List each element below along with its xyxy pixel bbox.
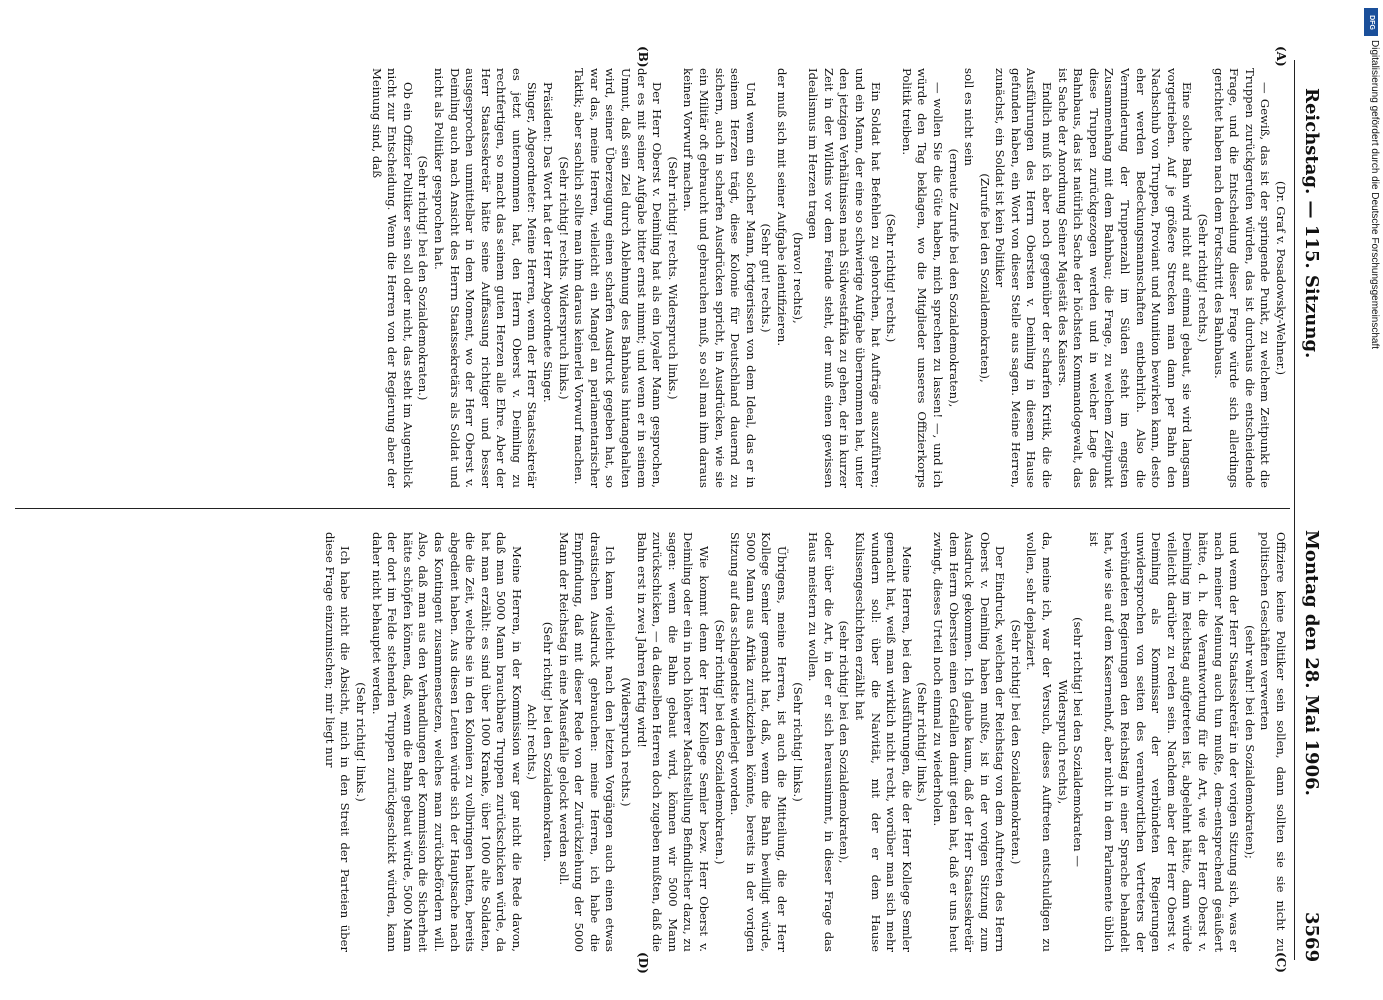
running-header-date: Montag den 28. Mai 1906. [1301, 530, 1322, 796]
margin-marker-a: (A) [1274, 46, 1288, 67]
margin-marker-b: (B) [636, 46, 650, 68]
interjection: (Sehr richtig! bei den Sozialdemokraten.) [416, 155, 431, 401]
margin-marker-d: (D) [636, 952, 650, 974]
left-column [18, 68, 1288, 488]
interjection: (Widerspruch rechts.) [619, 677, 634, 807]
paragraph: Ob ein Offizier Politiker sein soll oder nicht, das steht im Augenblick nicht zur Entscheidung. Wenn die Herren von der Regierung aber der Meinung sind, daß [369, 68, 415, 488]
digitization-credit-text: Digitalisierung gefördert durch die Deutsche Forschungsgemeinschaft [1369, 40, 1380, 350]
running-header-left: Reichstag. — 115. Sitzung. [1301, 88, 1322, 359]
interjection: (bravo! rechts), [790, 232, 805, 324]
margin-marker-c: (C) [1274, 952, 1288, 973]
interjection: (Sehr richtig! rechts.) [884, 213, 899, 343]
paragraph: soll es nicht sein [962, 68, 977, 166]
paragraph: — wollen Sie die Güte haben, mich sprechen zu lassen! —, und ich würde den Tag beklagen, wo die Mitglieder unseres Offizierkorps Politik treiben. [899, 68, 945, 488]
right-column [18, 532, 1288, 952]
paragraph: Meine Herren, in der Kommission war gar nicht die Rede davon, daß man 5000 Mann brauchbare Truppen zurückschicken würde, da hat man erzählt: es sind über 1000 Kranke, über 1000 alte Soldaten, die die Zeit, welche sie in den Kolonien zu vollbringen hatten, bereits abgedient haben. Aus diesen Leuten würde sich der Hauptsache nach das Kontingent zusammensetzen, welches man zurückbefördern will. Also, daß man aus den Verhandlungen der Kommission die Sicherheit hätte schöpfen können, daß, wenn die Bahn gebaut würde, 5000 Mann der dort im Felde stehenden Truppen zurückgeschickt würden, kann daher nicht behauptet werden. [369, 532, 524, 952]
paragraph: Meine Herren, bei den Ausführungen, die der Herr Kollege Semler gemacht hat, weiß man wirklich nicht recht, worüber man sich mehr wundern soll: über die Naivität, mit der er dem Hause Kulissengeschichten erzählt hat [852, 532, 914, 952]
paragraph: Ein Soldat hat Befehlen zu gehorchen, hat Aufträge auszuführen; und ein Mann, der eine so schwierige Aufgabe übernommen hat, unter den jetzigen Verhältnissen nach Südwestafrika zu gehen, der in kurzer Zeit in der Wildnis vor dem Feinde steht, der muß einen gewissen Idealismus im Herzen tragen [806, 68, 883, 488]
interjection: (Sehr richtig! rechts. Widerspruch links.) [556, 156, 571, 400]
interjection: (Zurufe bei den Sozialdemokraten), [977, 173, 992, 383]
paragraph: Eine solche Bahn wird nicht auf einmal gebaut, sie wird langsam vorgetrieben. Auf je größere Strecken man dann per Bahn den Nachschub von Truppen, Proviant und Munition bewirken kann, desto eher werden Bedeckungsmannschaften entbehrlich. Also die Verminderung der Truppenzahl im Süden steht im engsten Zusammenhang mit dem Bahnbau; die Frage, zu welchem Zeitpunkt diese Truppen zurückgezogen werden und in welcher Lage das Bahnbaus, das ist natürlich Sache der höchsten Kommandogewalt, das ist Sache der Anordnung Seiner Majestät des Kaisers. [1055, 68, 1195, 488]
interjection: (Sehr gut! rechts.) [759, 223, 774, 333]
interjection: Ach! rechts.) [525, 704, 540, 780]
interjection: (sehr richtig! bei den Sozialdemokraten), [837, 620, 852, 864]
paragraph: Übrigens, meine Herren, ist auch die Mitteilung, die der Herr Kollege Semler gemacht hat, daß, wenn die Bahn bewilligt würde, 5000 Mann aus Afrika zurückziehen könnte, bereits in der vorigen Sitzung auf das schlagendste widerlegt worden. [728, 532, 789, 952]
interjection: (Sehr richtig! rechts.) [1196, 213, 1211, 343]
dfg-logo: DFG [1364, 8, 1378, 36]
interjection: Widerspruch rechts), [1055, 679, 1070, 805]
interjection: (Sehr richtig! bei den Sozialdemokraten.) [1008, 619, 1023, 865]
paragraph: und wenn der Herr Staatssekretär in der vorigen Sitzung sich, was er nach meiner Meinung auch tun mußte, dem-entsprechend geäußert hätte, d. h. die Verantwortung für die Art, wie der Herr Oberst v. Deimling im Reichstag aufgetreten ist, abgelehnt hätte, dann würde vielleicht darüber zu reden sein. Nachdem aber der Herr Oberst v. Deimling als Kommissar der verbündeten Regierungen unwidersprochen von seiten des verantwortlichen Vertreters der verbündeten Regierungen den Reichstag in einer Sprache behandelt hat, wie sie auf dem Kasernenhof, aber nicht in dem Parlamente üblich ist [1086, 532, 1242, 952]
paragraph: oder über die Art, in der er sich herausnimmt, in dieser Frage das Haus meistern zu wollen. [806, 532, 836, 952]
column-divider [15, 508, 1290, 509]
interjection: (Sehr richtig! bei den Sozialdemokraten.) [712, 619, 727, 865]
speaker-paragraph: Singer, Abgeordneter: Meine Herren, wenn der Herr Staatssekretär es jetzt unternommen hat, den Herrn Oberst v. Deimling zu rechtfertigen, so macht das seinem guten Herzen alle Ehre. Aber der Herr Staatssekretär hätte seine Auffassung richtiger und besser ausgesprochen unmittelbar in dem Moment, wo der Herr Oberst v. Deimling auch nach Ansicht des Herrn Staatssekretärs als Soldat und nicht als Politiker gesprochen hat. [431, 68, 540, 488]
interjection: (Sehr richtig! links.) [915, 682, 930, 802]
paragraph: Offiziere keine Politiker sein sollen, dann sollten sie sie nicht zu politischen Geschäften verwerten [1258, 532, 1288, 952]
speaker-heading: (Dr. Graf v. Posadowsky-Wehner.) [1274, 180, 1288, 376]
paragraph: Und wenn ein solcher Mann, fortgerissen von dem Ideal, das er in seinem Herzen trägt, diese Kolonie für Deutschland dauernd zu sichern, auch in scharfen Ausdrücken spricht, in Ausdrücken, wie sie ein Militär oft gebraucht und gebrauchen muß, so soll man ihm daraus keinen Vorwurf machen. [681, 68, 758, 488]
paragraph: der muß sich mit seiner Aufgabe identifizieren. [775, 68, 789, 347]
paragraph: Endlich muß ich aber noch gegenüber der scharfen Kritik, die die Ausführungen des Herrn Obersten v. Deimling in diesem Hause gefunden haben, ein Wort von dieser Stelle aus sagen. Meine Herren, zunächst, ein Soldat ist kein Politiker [993, 68, 1055, 488]
interjection: (Sehr richtig! bei den Sozialdemokraten. [541, 621, 556, 863]
header-rule [1294, 60, 1295, 960]
interjection: (Sehr richtig! links.) [790, 682, 805, 802]
interjection: (Sehr richtig! rechts. Widerspruch links.) [665, 156, 680, 400]
interjection: (erneute Zurufe bei den Sozialdemokraten), [946, 148, 961, 408]
digitization-credit [1362, 0, 1380, 1000]
paragraph: Der Eindruck, welchen der Reichstag von dem Auftreten des Herrn Oberst v. Deimling haben mußte, ist in der vorigen Sitzung zum Ausdruck gekommen. Ich glaube kaum, daß der Herr Staatssekretär dem Herrn Obersten einen Gefallen damit getan hat, daß er uns heut zwingt, dieses Urteil noch einmal zu wiederholen. [930, 532, 1008, 952]
paragraph: Ich habe nicht die Absicht, mich in den Streit der Parteien über diese Frage einzumischen; mir liegt nur [322, 532, 353, 952]
paragraph: Wie kommt denn der Herr Kollege Semler bezw. Herr Oberst v. Deimling oder ein in noch höherer Machtstellung Befindlicher dazu, zu sagen: wenn die Bahn gebaut wird, können wir 5000 Mann zurückschicken, — da dieselben Herren doch zugeben mußten, daß die Bahn erst in zwei Jahren fertig wird! [634, 532, 712, 952]
interjection: (sehr wahr! bei den Sozialdemokraten); [1242, 625, 1257, 859]
paragraph: da, meine ich, war der Versuch, dieses Auftreten entschuldigen zu wollen, sehr deplaziert. [1024, 532, 1055, 952]
page-number: 3569 [1301, 912, 1322, 963]
interjection: (Sehr richtig! links.) [353, 682, 368, 802]
paragraph: Der Herr Oberst v. Deimling hat als ein loyaler Mann gesprochen, der es mit seiner Aufgabe bitter ernst nimmt; und wenn er in seinem Unmut, daß sein Ziel durch Ablehnung des Bahnbaus hintangehalten wird, seiner Überzeugung einen scharfen Ausdruck gegeben hat, so war das, meine Herren, vielleicht ein Mangel an parlamentarischer Taktik; aber sachlich sollte man ihm daraus keinerlei Vorwurf machen. [572, 68, 665, 488]
interjection: (sehr richtig! bei den Sozialdemokraten — [1071, 617, 1086, 867]
paragraph: Ich kann vielleicht nach den letzten Vorgängen auch einen etwas drastischen Ausdruck gebrauchen: meine Herren, ich habe die Empfindung, daß mit dieser Rede von der Zurückziehung der 5000 Mann der Reichstag in eine Mausefalle gelockt werden soll. [556, 532, 618, 952]
paragraph: — Gewiß, das ist der springende Punkt, zu welchem Zeitpunkt die Truppen zurückgerufen würden, das ist durchaus die entscheidende Frage, und die Entscheidung dieser Frage würde sich allerdings gerichtet haben nach dem Fortschritt des Bahnbaus. [1211, 68, 1273, 488]
president-statement: Präsident: Das Wort hat der Herr Abgeordnete Singer. [541, 82, 556, 403]
